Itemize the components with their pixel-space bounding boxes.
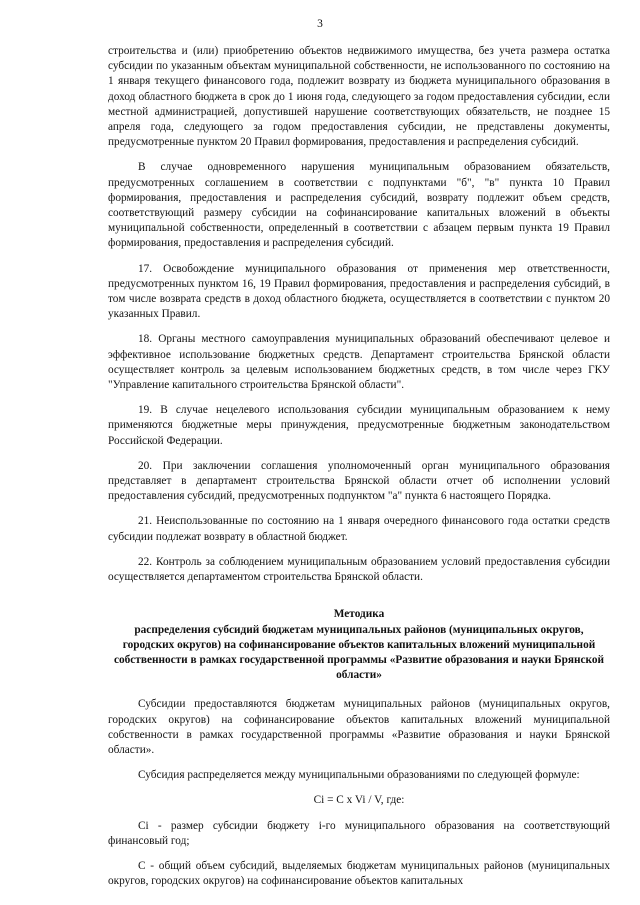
- document-body: [108, 44, 610, 899]
- page-number: 3: [317, 18, 323, 30]
- paragraph: Субсидия распределяется между муниципальными образованиями по следующей формуле:: [138, 769, 580, 782]
- definition: C - общий объем субсидий, выделяемых бюджетам муниципальных районов (муниципальных округов, городских округов) на софинансирование объектов капитальных: [108, 859, 610, 888]
- paragraph-18: 18. Органы местного самоуправления муниципальных образований обеспечивают целевое и эффективное использование бюджетных средств. Департамент строительства Брянской области осуществляет контроль за целевым использованием бюджетных средств, в том числе через ГКУ "Управление капитального строительства Брянской области".: [108, 333, 610, 392]
- paragraph-20: 20. При заключении соглашения уполномоченный орган муниципального образования представляет в департамент строительства Брянской области отчет об исполнении условий предоставления субсидий, предусмотренных подпунктом "а" пункта 6 настоящего Порядка.: [108, 459, 610, 503]
- formula: Ci = C x Vi / V, где:: [313, 794, 405, 807]
- section-title: Методика: [333, 608, 385, 621]
- paragraph: В случае одновременного нарушения муниципальным образованием обязательств, предусмотренных соглашением в соответствии с подпунктами "б", "в" пункта 10 Правил формирования, предоставления и распределения субсидий, возврату подлежит объем средств, соответствующий размеру субсидии на софинансирование капитальных вложений в объекты муниципальной собственности, определенный в соответствии с абзацем первым пункта 19 Правил формирования, предоставления и распределения субсидий.: [108, 161, 610, 250]
- definition: Ci - размер субсидии бюджету i-го муниципального образования на соответствующий финансовый год;: [108, 819, 610, 847]
- paragraph-21: 21. Неиспользованные по состоянию на 1 января очередного финансового года остатки средств субсидии подлежат возврату в областной бюджет.: [108, 515, 610, 543]
- paragraph-continuation: строительства и (или) приобретению объектов недвижимого имущества, без учета размера остатка субсидии по указанным объектам муниципальной собственности, не использованного по состоянию на 1 января текущего финансового года, подлежит возврату из бюджета муниципального образования в доход областного бюджета в срок до 1 июня года, следующего за годом предоставления субсидии, если местной администрацией, допустившей нарушение соответствующих обязательств, не позднее 15 апреля года, следующего за годом предоставления субсидии, не представлены документы, предусмотренные пунктом 20 Правил формирования, предоставления и распределения субсидий.: [108, 45, 610, 149]
- section-subtitle: распределения субсидий бюджетам муниципальных районов (муниципальных округов, городских округов) на софинансирование объектов капитальных вложений муниципальной собственности в рамках государственной программы «Развитие образования и науки Брянской области»: [113, 623, 605, 682]
- section-heading: [108, 607, 610, 683]
- paragraph-17: 17. Освобождение муниципального образования от применения мер ответственности, предусмотренных пунктом 16, 19 Правил формирования, предоставления и распределения субсидий, в том числе возврата средств в доход областного бюджета, осуществляется в соответствии с пунктом 20 указанных Правил.: [108, 262, 610, 321]
- paragraph-19: 19. В случае нецелевого использования субсидии муниципальным образованием к нему применяются бюджетные меры принуждения, предусмотренные бюджетным законодательством Российской Федерации.: [108, 404, 610, 447]
- paragraph-22: 22. Контроль за соблюдением муниципальным образованием условий предоставления субсидии осуществляется департаментом строительства Брянской области.: [108, 555, 610, 584]
- paragraph: Субсидии предоставляются бюджетам муниципальных районов (муниципальных округов, городских округов) на софинансирование объектов капитальных вложений муниципальной собственности в рамках государственной программы «Развитие образования и науки Брянской области».: [108, 698, 610, 756]
